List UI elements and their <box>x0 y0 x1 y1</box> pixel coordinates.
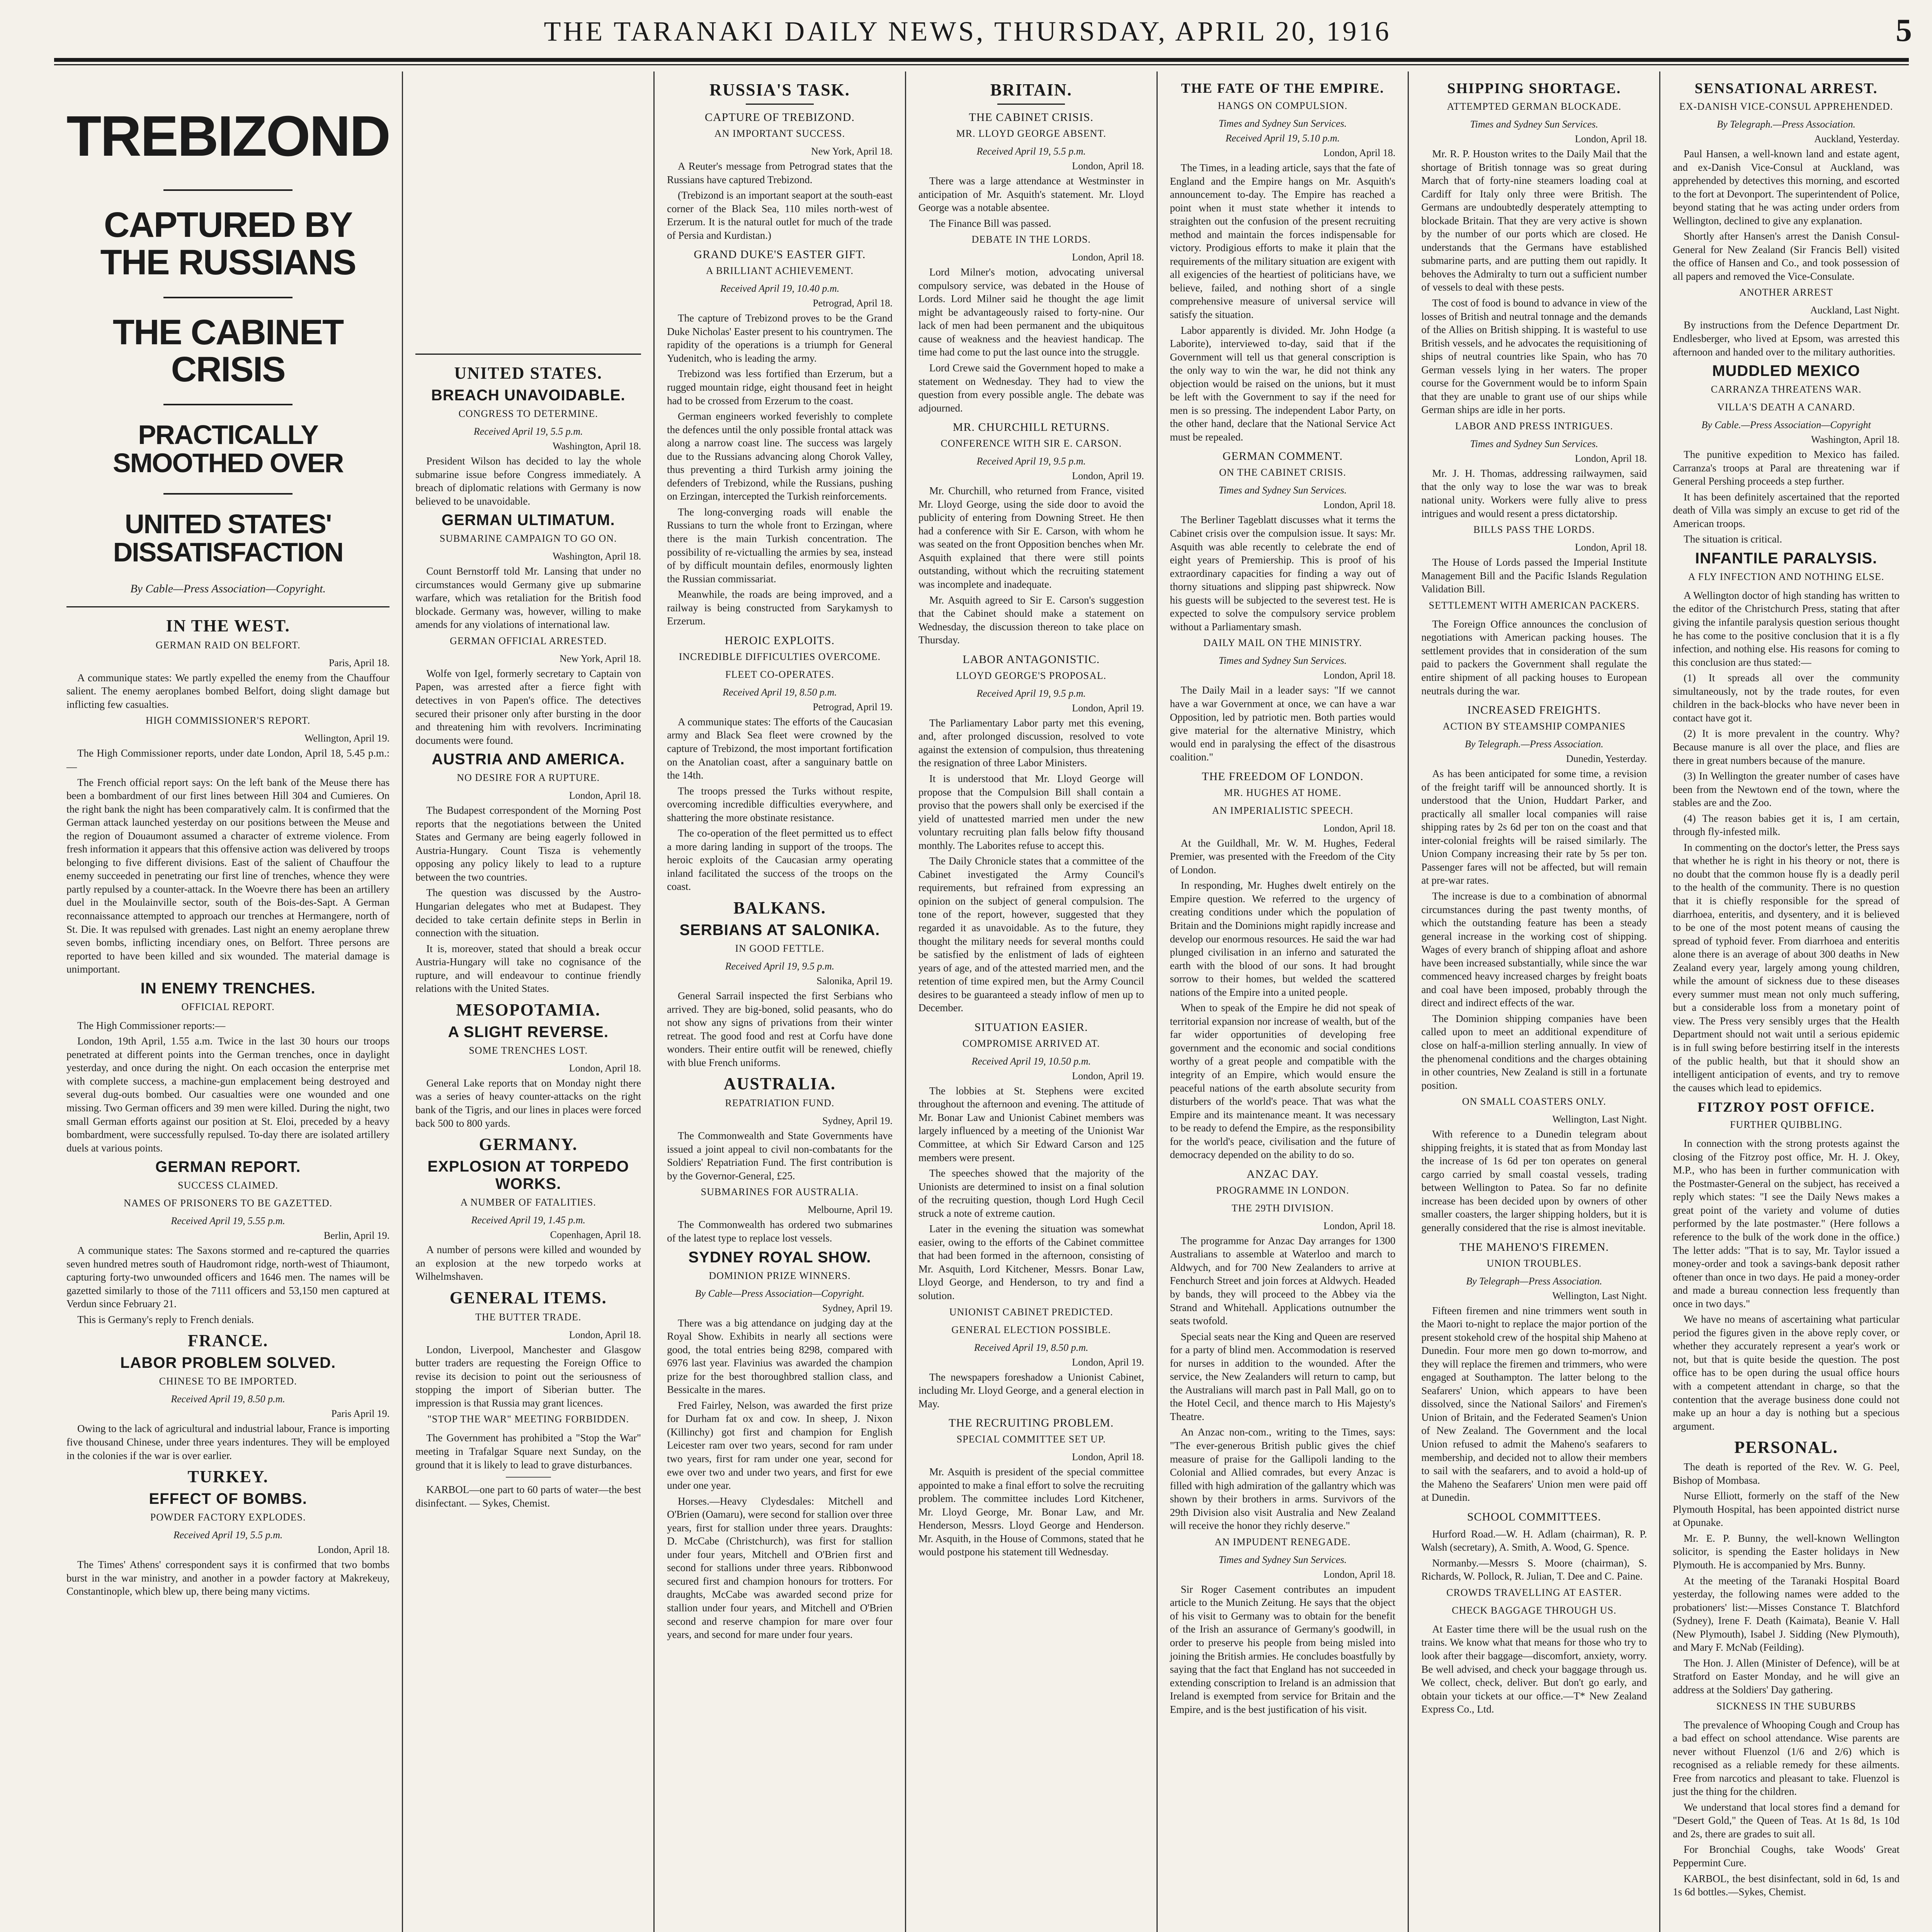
list-item: (3) In Wellington the greater number of cases have been from the Newtown end of the town, where the stables are and the Zoo. <box>1673 770 1900 809</box>
article-heading: GERMAN COMMENT. <box>1222 450 1343 463</box>
dateline: Auckland, Yesterday. <box>1814 133 1900 145</box>
section-heading: SENSATIONAL ARREST. <box>1694 80 1878 97</box>
article-paragraph: At the Guildhall, Mr. W. M. Hughes, Federal Premier, was presented with the Freedom of the City of London. <box>1170 837 1396 876</box>
article-heading: MESOPOTAMIA. <box>456 1000 601 1019</box>
article-paragraph: The Hon. J. Allen (Minister of Defence), will be at Stratford on Easter Monday, and he will give an address at the Soldiers' Day gathering. <box>1673 1657 1900 1696</box>
article-heading: THE RECRUITING PROBLEM. <box>949 1417 1114 1430</box>
article-paragraph: The death is reported of the Rev. W. G. Peel, Bishop of Mombasa. <box>1673 1461 1900 1486</box>
received-line: Times and Sydney Sun Services. <box>1218 485 1347 496</box>
masthead-rule <box>54 58 1909 62</box>
dateline: London, April 18. <box>317 1544 390 1556</box>
article-heading: INCREASED FREIGHTS. <box>1467 704 1601 717</box>
article-paragraph: The situation is critical. <box>1684 533 1782 545</box>
received-line: Received April 19, 9.5 p.m. <box>725 960 835 972</box>
dateline: London, April 18. <box>1323 822 1396 834</box>
article-paragraph: It has been definitely ascertained that the reported death of Villa was simply an excuse to get rid of the American troops. <box>1673 491 1900 529</box>
article-heading: HEROIC EXPLOITS. <box>724 634 835 647</box>
article-heading: FRANCE. <box>187 1331 269 1350</box>
received-line: By Telegraph—Press Association. <box>1466 1275 1602 1287</box>
dateline: Wellington, April 19. <box>304 733 390 744</box>
received-line: Received April 19, 10.40 p.m. <box>720 283 840 294</box>
received-line: By Telegraph.—Press Association. <box>1717 119 1855 130</box>
article-subhead: PROGRAMME IN LONDON. <box>1216 1184 1349 1196</box>
article-paragraph: At the meeting of the Taranaki Hospital Board yesterday, the following names were added to the probationers' list:—Misses Constance T. Blatchford (Sydney), Irene F. Death (Kaimata), Beanie V. Hall (New Plymouth), Isabel J. Sidding (New Plymouth), and Mary F. McNab (Feilding). <box>1673 1575 1900 1653</box>
dateline: London, April 18. <box>1072 252 1144 263</box>
section-heading: BRITAIN. <box>990 80 1072 99</box>
dateline: London, April 19. <box>1072 470 1144 482</box>
masthead-rule-thin <box>54 64 1909 65</box>
article-heading: LABOR ANTAGONISTIC. <box>963 653 1100 666</box>
article-subhead: A NUMBER OF FATALITIES. <box>460 1197 596 1208</box>
article-subhead: BILLS PASS THE LORDS. <box>1473 524 1595 536</box>
dateline: Petrograd, April 18. <box>813 298 893 309</box>
divider <box>163 189 293 191</box>
article-heading: BALKANS. <box>733 898 826 917</box>
article-subhead: MR. HUGHES AT HOME. <box>1224 787 1342 798</box>
newspaper-columns <box>54 71 1912 1932</box>
article-subhead: SPECIAL COMMITTEE SET UP. <box>956 1434 1106 1445</box>
section-heading: IN THE WEST. <box>166 616 290 635</box>
dateline: Berlin, April 19. <box>323 1230 390 1242</box>
received-line: Received April 19, 5.5 p.m. <box>976 146 1086 157</box>
advertisement: KARBOL, the best disinfectant, sold in 6d, 1s and 1s 6d bottles.—Sykes, Chemist. <box>1673 1872 1900 1898</box>
received-line: Received April 19, 5.5 p.m. <box>173 1529 283 1541</box>
article-subhead: NAMES OF PRISONERS TO BE GAZETTED. <box>124 1197 333 1209</box>
page-number: 5 <box>1896 12 1912 48</box>
article-subhead: THE BUTTER TRADE. <box>475 1311 582 1323</box>
article-heading: A SLIGHT REVERSE. <box>448 1023 609 1041</box>
article-subhead: LLOYD GEORGE'S PROPOSAL. <box>956 670 1107 681</box>
article-heading: THE FREEDOM OF LONDON. <box>1202 770 1364 783</box>
article-heading: UNIONIST CABINET PREDICTED. <box>949 1306 1113 1318</box>
column-3 <box>655 71 906 1932</box>
article-paragraph: The Commonwealth and State Governments have issued a joint appeal to civil non-combatants for the Soldiers' Repatriation Fund. The first contribution is by the Governor-General, £25. <box>667 1130 893 1182</box>
dateline: London, April 18. <box>1575 452 1647 464</box>
headline-captured: CAPTURED BY THE RUSSIANS <box>100 205 356 282</box>
received-line: Received April 19, 9.5 p.m. <box>976 687 1086 699</box>
article-paragraph: The Commonwealth has ordered two submarines of the latest type to replace lost vessels. <box>667 1219 893 1244</box>
dateline: Washington, April 18. <box>553 440 641 452</box>
article-paragraph: General Sarrail inspected the first Serbians who arrived. They are big-boned, solid peasants, who do not show any signs of privations from their winter retreat. The good food and rest at Corfu have done wonders. Their entire outfit will be renewed, chiefly with blue French uniforms. <box>667 990 893 1068</box>
article-subhead: DOMINION PRIZE WINNERS. <box>709 1270 851 1281</box>
article-paragraph: Mr. J. H. Thomas, addressing railwaymen, said that the only way to lose the war was to break national unity. Workers were fully alive to press intrigues and would resent a press dictatorship. <box>1421 467 1647 519</box>
article-subhead: ATTEMPTED GERMAN BLOCKADE. <box>1447 101 1621 112</box>
article-paragraph: London, 19th April, 1.55 a.m. Twice in the last 30 hours our troops penetrated at different points into the German trenches, once in daylight yesterday, and once during the night. On each occasion the enterprise met with complete success, a machine-gun emplacement being destroyed and several dug-outs bombed. Our casualties were one wounded and one missing. Two German officers and 39 men were killed. During the night, two small German efforts against our position at St. Eloi, preceded by a heavy bombardment, were successfully repulsed. To-day there are isolated artillery duels at various points. <box>66 1035 390 1154</box>
article-heading: SCHOOL COMMITTEES. <box>1467 1510 1601 1523</box>
article-heading: MR. CHURCHILL RETURNS. <box>952 421 1110 434</box>
advertisement: The prevalence of Whooping Cough and Croup has a bad effect on school attendance. Wise parents are never without Fluenzol (1/6 and 2/6) which is recognised as a reliable remedy for these ailments. Free from narcotics and pleasant to take. Fluenzol is just the thing for the children. <box>1673 1719 1900 1798</box>
article-subhead: DAILY MAIL ON THE MINISTRY. <box>1203 637 1362 649</box>
article-heading: SYDNEY ROYAL SHOW. <box>688 1248 871 1266</box>
dateline: London, April 18. <box>569 1062 641 1074</box>
article-subhead: AN IMPUDENT RENEGADE. <box>1214 1536 1351 1548</box>
article-paragraph: The Daily Mail in a leader says: "If we cannot have a war Government at once, we can have a war Opposition, led by patriotic men. Both parties would give material for the alternative Ministry, which would end in paralysing the effect of the disastrous coalition." <box>1170 684 1396 763</box>
dateline: London, April 18. <box>1323 670 1396 681</box>
article-paragraph: A communique states: The Saxons stormed and re-captured the quarries seven hundred metres south of Haudromont ridge, north-west of Thiaumont, capturing forty-two unwounded officers and 1646 men. The names will be gazetted similarly to those of the 7111 officers and 53,150 men captured at Verdun since February 21. <box>66 1245 390 1310</box>
received-line: Received April 19, 1.45 p.m. <box>471 1214 585 1226</box>
article-subhead: SUBMARINES FOR AUSTRALIA. <box>701 1186 859 1198</box>
divider <box>746 104 813 105</box>
masthead <box>0 0 1932 58</box>
divider <box>163 297 293 298</box>
advertisement: For Bronchial Coughs, take Woods' Great Peppermint Cure. <box>1673 1844 1900 1869</box>
article-paragraph: The programme for Anzac Day arranges for 1300 Australians to assemble at Waterloo and march to Aldwych, and for 700 New Zealanders to arrive at Fenchurch Street and join forces at Aldwych. Headed by bands, they will proceed to the Abbey via the Strand and Whitehall. Applications outnumber the seats twofold. <box>1170 1235 1396 1327</box>
article-paragraph: The punitive expedition to Mexico has failed. Carranza's troops at Paral are threatening war if General Pershing proceeds a step further. <box>1673 449 1900 487</box>
dateline: London, April 18. <box>1575 133 1647 145</box>
article-paragraph: The increase is due to a combination of abnormal circumstances during the past twenty months, of which the outstanding feature has been a steady general increase in the working cost of shipping. Wages of every branch of shipping afloat and ashore have been increased substantially, while since the war commenced heavy increased charges by freight boats and coal have been imposed, probably through the direct and indirect effects of the war. <box>1421 890 1647 1009</box>
article-paragraph: A number of persons were killed and wounded by an explosion at the new torpedo works at Wilhelmshaven. <box>415 1244 641 1282</box>
dateline: Washington, April 18. <box>1811 434 1900 446</box>
article-subhead: MR. LLOYD GEORGE ABSENT. <box>956 128 1106 139</box>
article-paragraph: London, Liverpool, Manchester and Glasgow butter traders are requesting the Foreign Office to revise its decision to point out the seriousness of stopping the import of Siberian butter. The impression is that Russia may grant licences. <box>415 1344 641 1409</box>
dateline: London, April 18. <box>1323 147 1396 158</box>
article-paragraph: Sir Roger Casement contributes an impudent article to the Munich Zeitung. He says that the object of his visit to Germany was to obtain for the benefit of the Irish an assurance of Germany's goodwill, in order to preserve his people from being misled into joining the British armies. He concludes boastfully by saying that the fact that England has not succeeded in extending conscription to Ireland is an admission that Ireland is exempted from service for Britain and the Empire, and is the best justification of his visit. <box>1170 1583 1396 1715</box>
dateline: Paris, April 18. <box>328 657 390 668</box>
received-line: Received April 19, 10.50 p.m. <box>971 1055 1091 1067</box>
article-paragraph: As has been anticipated for some time, a revision of the freight tariff will be announced shortly. It is understood that the Union, Huddart Parker, and practically all smaller local companies will raise shipping rates by 2s 6d per ton on the coast and that inter-colonial freights will be raised similarly. The Union Company increasing their rate by 5s per ton. Passenger fares will not be affected, but will remain at pre-war rates. <box>1421 768 1647 886</box>
dateline: Wellington, Last Night. <box>1552 1114 1647 1125</box>
article-paragraph: The speeches showed that the majority of the Unionists are determined to insist on a final solution of the recruiting question, though Lord Hugh Cecil struck a note of extreme caution. <box>918 1167 1144 1219</box>
article-paragraph: Normanby.—Messrs S. Moore (chairman), S. Richards, W. Pollock, R. Julian, T. Dee and C. Paine. <box>1421 1557 1647 1582</box>
article-paragraph: Shortly after Hansen's arrest the Danish Consul-General for New Zealand (Sir Francis Bell) visited the office of Hansen and Co., and took possession of all papers and removed the Vice-Consulate. <box>1673 230 1900 282</box>
advertisement: At Easter time there will be the usual rush on the trains. We know what that means for those who try to look after their baggage—discomfort, anxiety, worry. Be well advised, and check your baggage through us. We collect, check, deliver. But don't go early, and obtain your tickets at our office.—T* New Zealand Express Co., Ltd. <box>1421 1623 1647 1715</box>
article-paragraph: Lord Crewe said the Government hoped to make a statement on Wednesday. They had to view the question from every possible angle. The debate was adjourned. <box>918 362 1144 414</box>
dateline: New York, April 18. <box>811 146 893 157</box>
article-subhead: ON SMALL COASTERS ONLY. <box>1462 1096 1606 1107</box>
article-heading: INFANTILE PARALYSIS. <box>1695 549 1878 567</box>
article-paragraph: Fred Fairley, Nelson, was awarded the first prize for Durham fat ox and cow. In sheep, J. Nixon (Killinchy) got first and champion for English Leicester ram over two years, second for ram under two years, first for ram under one year, second for ewe over two and under two years, and first for ewe under one year. <box>667 1399 893 1492</box>
dateline: Salonika, April 19. <box>816 975 893 986</box>
article-heading: GERMAN ULTIMATUM. <box>441 512 615 529</box>
dateline: Wellington, Last Night. <box>1552 1290 1647 1301</box>
article-paragraph: Mr. Asquith agreed to Sir E. Carson's suggestion that the Cabinet should make a statement on Wednesday, the discussion thereon to take place on Thursday. <box>918 594 1144 646</box>
article-subhead: VILLA'S DEATH A CANARD. <box>1717 401 1855 413</box>
received-line: Times and Sydney Sun Services. <box>1218 118 1347 129</box>
article-paragraph: Labor apparently is divided. Mr. John Hodge (a Laborite), interviewed to-day, said that if the Government will tell us that general conscription is the only way to win the war, he did not think any objection would be raised on the unions, but it must be left with the Government to say if the need for men is so pressing. The independent Labor Party, on the other hand, declare that the National Service Act must be repealed. <box>1170 324 1396 443</box>
list-item: (4) The reason babies get it is, I am certain, through fly-infested milk. <box>1673 812 1900 838</box>
divider <box>163 404 293 405</box>
dateline: London, April 19. <box>1072 1356 1144 1368</box>
list-item: (2) It is more prevalent in the country. Why? Because manure is all over the place, and flies are there in great numbers because of the manure. <box>1673 728 1900 766</box>
article-subhead: UNION TROUBLES. <box>1486 1257 1582 1269</box>
article-paragraph: The newspapers foreshadow a Unionist Cabinet, including Mr. Lloyd George, and a general election in May. <box>918 1371 1144 1410</box>
received-line: Received April 19, 5.55 p.m. <box>171 1215 285 1227</box>
article-paragraph: The Budapest correspondent of the Morning Post reports that the negotiations between the United States and Germany are being eagerly followed in Austria-Hungary. Count Tisza is vehemently opposing any policy likely to lead to a rupture between the two countries. <box>415 804 641 883</box>
article-paragraph: Mr. Asquith is president of the special committee appointed to make a final effort to solve the recruiting problem. The committee includes Lord Kitchener, Mr. Lloyd George, Mr. Bonar Law, and Mr. Henderson, Messrs. Lloyd George and Henderson. Mr. Asquith, in the House of Commons, stated that he would postpone his statement till Wednesday. <box>918 1466 1144 1558</box>
article-heading: AUSTRIA AND AMERICA. <box>432 751 625 768</box>
article-subhead: HIGH COMMISSIONER'S REPORT. <box>146 715 311 726</box>
advertisement: KARBOL—one part to 60 parts of water—the best disinfectant. — Sykes, Chemist. <box>415 1484 641 1509</box>
section-heading: THE FATE OF THE EMPIRE. <box>1181 80 1384 96</box>
article-paragraph: Nurse Elliott, formerly on the staff of the New Plymouth Hospital, has been appointed district nurse at Opunake. <box>1673 1490 1900 1529</box>
article-paragraph: The High Commissioner reports, under date London, April 18, 5.45 p.m.:— <box>66 747 390 772</box>
article-heading: GRAND DUKE'S EASTER GIFT. <box>694 248 866 261</box>
article-subhead: THE 29TH DIVISION. <box>1231 1202 1334 1214</box>
article-subhead: CHECK BAGGAGE THROUGH US. <box>1452 1604 1617 1616</box>
column-4 <box>906 71 1158 1932</box>
article-subhead: GERMAN OFFICIAL ARRESTED. <box>450 635 607 646</box>
dateline: Paris April 19. <box>331 1408 390 1420</box>
column-6 <box>1409 71 1660 1932</box>
received-line: Received April 19, 9.5 p.m. <box>976 456 1086 467</box>
article-paragraph: President Wilson has decided to lay the whole submarine issue before Congress immediately. A breach of diplomatic relations with Germany is now believed to be unavoidable. <box>415 455 641 507</box>
article-subhead: ANOTHER ARREST <box>1739 287 1833 298</box>
dateline: London, April 18. <box>1575 542 1647 553</box>
article-paragraph: Wolfe von Igel, formerly secretary to Captain von Papen, was arrested after a fierce fight with detectives in von Papen's office. The detectives secured their prisoner only after bursting in the door and threatening him with revolvers. Incriminating documents were found. <box>415 667 641 746</box>
dateline: London, April 18. <box>569 790 641 801</box>
article-paragraph: It is, moreover, stated that should a break occur Austria-Hungary will take no cognisance of the rupture, and will endeavour to continue friendly relations with the United States. <box>415 942 641 995</box>
article-heading: BREACH UNAVOIDABLE. <box>431 387 626 404</box>
article-subhead: SOME TRENCHES LOST. <box>469 1044 588 1056</box>
dateline: London, April 18. <box>1323 1220 1396 1231</box>
article-heading: LABOR PROBLEM SOLVED. <box>120 1354 336 1372</box>
received-line: Times and Sydney Sun Services. <box>1470 438 1599 449</box>
headline-us-dissatisfaction: UNITED STATES' DISSATISFACTION <box>113 509 343 568</box>
article-paragraph: The French official report says: On the left bank of the Meuse there has been a bombardment of our first lines between Hill 304 and Cumieres. On the right bank the night has been comparatively calm. It is confirmed that the German attack launched yesterday on our positions between the Meuse and the region of Douaumont assumed a character of extreme violence. From fresh information it appears that this offensive action was delivered by troops belonging to five different divisions. East of the salient of Chauffour the enemy succeeded in penetrating our first line of trenches, whence they were partly repulsed by a counter-attack. In the Woevre there has been an artillery duel in the Moulainville sector, south of the Bois-des-Sapt. A German reconnaissance attempted to approach our trenches at Hermangere, north of St. Die. It was repulsed with grenades. Last night an enemy aeroplane threw seven bombs, inflicting incendiary ones, on Belfort. Three persons are reported to have been killed and six wounded. The material damage is unimportant. <box>66 776 390 975</box>
article-paragraph: Fifteen firemen and nine trimmers went south in the Maori to-night to replace the major portion of the present stokehold crew of the hospital ship Maheno at Dunedin. Four more men go down to-morrow, and they will replace the firemen and trimmers, who were engaged at Southampton. The latter belong to the Seafarers' Union, which appears to have been dissolved, since the National Sailors' and Firemen's Union of Britain, and the Federated Seamen's Union of New Zealand. The Government and the local Union refused to admit the Maheno's seafarers to membership, and decided not to allow their members to sail with the seafarers, and to avoid a hold-up of the Maheno the Seafarers' Union men were paid off at Dunedin. <box>1421 1304 1647 1503</box>
article-heading: CAPTURE OF TREBIZOND. <box>704 111 855 124</box>
article-paragraph: The capture of Trebizond proves to be the Grand Duke Nicholas' Easter present to his countrymen. The rapidity of the operations is a triumph for General Yudenitch, who is leading the army. <box>667 312 893 364</box>
article-rule <box>66 606 389 607</box>
received-line: Times and Sydney Sun Services. <box>1470 119 1599 130</box>
article-subhead: INCREDIBLE DIFFICULTIES OVERCOME. <box>679 651 881 662</box>
dateline: London, April 18. <box>1323 1568 1396 1580</box>
article-paragraph: In responding, Mr. Hughes dwelt entirely on the Empire question. We referred to the urgency of creating conditions under which the population of Britain and the Dominions might rapidly increase and develop our enormous resources. He said the war had plunged civilisation in an inferno and saturated the earth with the blood of our sons. It had brought sorrow to their homes, but welded the scattered nations of the Empire into a united people. <box>1170 879 1396 998</box>
article-subhead: CHINESE TO BE IMPORTED. <box>159 1376 297 1387</box>
article-subhead: CONGRESS TO DETERMINE. <box>458 408 598 419</box>
article-paragraph: (Trebizond is an important seaport at the south-east corner of the Black Sea, 110 miles north-west of Erzerum. It is the natural outlet for much of the trade of Persia and Kurdistan.) <box>667 189 893 241</box>
article-paragraph: The Dominion shipping companies have been called upon to meet an additional expenditure of close on half-a-million sterling annually. In view of the phenomenal conditions and the charges obtaining in other countries, New Zealand is still in a fortunate position. <box>1421 1012 1647 1091</box>
article-paragraph: The cost of food is bound to advance in view of the losses of British and neutral tonnage and the demands of the Allies on British shipping. It is wasteful to use British vessels, and he advocates the requisitioning of ships of neutral countries like Spain, who has 70 German vessels lying in her waters. The proper course for the Government would be to inform Spain that they are unable to grant use of our ships while German ships are idle in her ports. <box>1421 297 1647 416</box>
list-item: (1) It spreads all over the community simultaneously, not by the trade routes, for even children in the back-blocks who have never been in contact have got it. <box>1673 672 1900 724</box>
section-heading: RUSSIA'S TASK. <box>709 80 850 99</box>
article-paragraph: The Berliner Tageblatt discusses what it terms the Cabinet crisis over the compulsion issue. It says: Mr. Asquith was able recently to celebrate the end of eight years of Premiership. This is proof of his extraordinary capacities for finding a way out of thorny situations and slipping past shipwreck. Now his guests will be subjected to the severest test. He is expected to solve the compulsory service problem without a Parliamentary smash. <box>1170 514 1396 633</box>
article-subhead: SUCCESS CLAIMED. <box>178 1180 279 1191</box>
article-subhead: IN GOOD FETTLE. <box>735 942 825 954</box>
column-1 <box>54 71 403 1932</box>
article-paragraph: Owing to the lack of agricultural and industrial labour, France is importing five thousand Chinese, under three years indentures. They will be employed in the colonies if the war is over earlier. <box>66 1423 390 1461</box>
divider <box>506 1477 551 1478</box>
article-paragraph: Meanwhile, the roads are being improved, and a railway is being constructed from Sarykamysh to Erzerum. <box>667 588 893 627</box>
article-paragraph: The Government has prohibited a "Stop the War" meeting in Trafalgar Square next Sunday, on the ground that it is likely to lead to grave disturbances. <box>415 1432 641 1471</box>
article-subhead: FURTHER QUIBBLING. <box>1730 1119 1843 1131</box>
article-paragraph: A Reuter's message from Petrograd states that the Russians have captured Trebizond. <box>667 160 893 185</box>
article-paragraph: The Parliamentary Labor party met this evening, and, after prolonged discussion, resolved to vote against the extension of compulsion, thus threatening the resignation of three Labor Ministers. <box>918 717 1144 769</box>
headline-trebizond: TREBIZOND <box>66 104 390 168</box>
article-paragraph: This is Germany's reply to French denials. <box>77 1313 254 1325</box>
article-paragraph: The House of Lords passed the Imperial Institute Management Bill and the Pacific Islands Regulation Validation Bill. <box>1421 556 1647 595</box>
section-heading: UNITED STATES. <box>454 364 602 383</box>
headline-smoothed-over: PRACTICALLY SMOOTHED OVER <box>113 419 344 478</box>
column-2 <box>403 71 655 1932</box>
article-heading: GENERAL ITEMS. <box>449 1288 607 1307</box>
article-subhead: EX-DANISH VICE-CONSUL APPREHENDED. <box>1679 101 1893 112</box>
article-heading: THE MAHENO'S FIREMEN. <box>1459 1240 1609 1253</box>
dateline: Sydney, April 19. <box>822 1115 893 1127</box>
dateline: London, April 18. <box>569 1329 641 1340</box>
article-paragraph: In connection with the strong protests against the closing of the Fitzroy post office, Mr. H. J. Okey, M.P., who has been in further communication with the Postmaster-General on the subject, has received a reply which states: "I see the Daily News makes a great point of the variety and volume of duties performed by the late postmaster." (Here follows a reference to the bulk of the work done in the office.) The letter adds: "That is to say, Mr. Taylor issued a money-order and took a savings-bank deposit rather oftener than once in two days. He paid a money-order and made a bureau connection less frequently than once in two days." <box>1673 1138 1900 1310</box>
article-paragraph: A communique states: We partly expelled the enemy from the Chauffour salient. The enemy aeroplanes bombed Belfort, doing slight damage but inflicting few casualties. <box>66 672 390 710</box>
divider <box>997 104 1065 105</box>
article-subhead: A BRILLIANT ACHIEVEMENT. <box>706 265 854 277</box>
received-line: Times and Sydney Sun Services. <box>1218 1554 1347 1565</box>
article-heading: GERMANY. <box>479 1135 578 1154</box>
article-paragraph: The question was discussed by the Austro-Hungarian delegates who met at Budapest. They decided to take certain definite steps in Berlin in connection with the situation. <box>415 887 641 939</box>
article-subhead: A FLY INFECTION AND NOTHING ELSE. <box>1688 571 1884 582</box>
article-subhead: ON THE CABINET CRISIS. <box>1219 467 1346 478</box>
article-heading: EFFECT OF BOMBS. <box>149 1490 307 1508</box>
article-heading: EXPLOSION AT TORPEDO WORKS. <box>427 1158 629 1193</box>
article-subhead: HANGS ON COMPULSION. <box>1218 100 1348 111</box>
article-paragraph: Count Bernstorff told Mr. Lansing that under no circumstances would Germany give up submarine warfare, which was retaliation for the British food blockade. Germany was, however, willing to make amends for any violations of international law. <box>415 565 641 631</box>
article-paragraph: With reference to a Dunedin telegram about shipping freights, it is stated that as from Monday last the increase of 1s 6d per ton operates on general cargo carried by small coastal vessels, trading between Wellington to Patea. So far no definite increase has been decided upon by owners of other smaller coasters, the larger shipping holders, but it is generally considered that the rise is almost inevitable. <box>1421 1128 1647 1233</box>
article-subhead: CONFERENCE WITH SIR E. CARSON. <box>940 438 1122 449</box>
article-subhead: ACTION BY STEAMSHIP COMPANIES <box>1442 721 1626 732</box>
column-7 <box>1660 71 1912 1932</box>
article-subhead: SETTLEMENT WITH AMERICAN PACKERS. <box>1429 599 1639 611</box>
article-subhead: "STOP THE WAR" MEETING FORBIDDEN. <box>427 1413 629 1425</box>
dateline: Copenhagen, April 18. <box>550 1229 641 1241</box>
article-heading: SERBIANS AT SALONIKA. <box>679 921 880 939</box>
article-paragraph: A communique states: The efforts of the Caucasian army and Black Sea fleet were crowned by the capture of Trebizond, the most important fortification on the Anatolian coast, after a sanguinary battle on the 14th. <box>667 716 893 781</box>
article-paragraph: German engineers worked feverishly to complete the defences until the only possible frontal attack was along a narrow coast line. The success was largely due to the Russians advancing along Chorok Valley, thus preventing a third Turkish army joining the defenders of Trebizond, while the Russians, pushing on Erzingan, intercepted the Turkish reinforcements. <box>667 410 893 502</box>
received-line: By Cable.—Press Association—Copyright <box>1701 419 1871 431</box>
article-heading: SICKNESS IN THE SUBURBS <box>1716 1700 1856 1712</box>
article-paragraph: The co-operation of the fleet permitted us to effect a more daring landing in support of the troops. The heroic exploits of the Caucasian army operating inland facilitated the success of the troops on the coast. <box>667 827 893 893</box>
article-paragraph: The Daily Chronicle states that a committee of the Cabinet investigated the Army Council's requirements, but refrained from expressing an opinion on the subject of general compulsion. The tone of the report, however, suggested that they regarded it as unavoidable. As to the future, they thought the military needs for several months could be satisfied by the enlistment of lads of eighteen years of age, and of the attested married men, and the retention of time expired men, but the Army Council desires to be guaranteed a steady inflow of men up to December. <box>918 855 1144 1014</box>
article-paragraph: Later in the evening the situation was somewhat easier, owing to the efforts of the Cabinet committee that had been formed in the afternoon, consisting of Mr. Asquith, Lord Kitchener, Messrs. Bonar Law, Lloyd George, and Henderson, to try and find a solution. <box>918 1223 1144 1301</box>
dateline: Auckland, Last Night. <box>1810 304 1900 316</box>
article-heading: AUSTRALIA. <box>723 1074 836 1094</box>
article-subhead: CARRANZA THREATENS WAR. <box>1711 384 1862 395</box>
article-paragraph: The lobbies at St. Stephens were excited throughout the afternoon and evening. The attitude of Mr. Bonar Law and Unionist Cabinet members was largely influenced by a meeting of the Unionist War Committee, at which Sir Edward Carson and 125 members were present. <box>918 1085 1144 1163</box>
article-paragraph: Hurford Road.—W. H. Adlam (chairman), R. P. Walsh (secretary), A. Smith, A. Wood, G. Spence. <box>1421 1528 1647 1553</box>
article-subhead: NO DESIRE FOR A RUPTURE. <box>457 772 600 784</box>
dateline: Dunedin, Yesterday. <box>1566 753 1647 765</box>
article-paragraph: In commenting on the doctor's letter, the Press says that whether he is right in his theory or not, there is no doubt that the common house fly is a deadly peril to the health of the community. There is no question that it is chiefly responsible for the spread of diarrhoea, enteritis, and dysentery, and it is believed to be one of the most potent means of causing the spread of typhoid fever. From diarrhoea and enteritis alone there is an average of about 300 deaths in New Zealand every year, largely among young children, while the amount of sickness due to these diseases every summer must mean not only much suffering, but a considerable loss from a monetary point of view. The Press very sensibly urges that the Health Department should not wait until a serious epidemic is in full swing before bestirring itself in the interests of the public health, but that it should show an intelligent anticipation of events, and try to remove the causes which lead to epidemics. <box>1673 841 1900 1094</box>
article-paragraph: The Foreign Office announces the conclusion of negotiations with American packing houses. The settlement provides that in consideration of the sum paid to packers the Government shall regulate the entire shipment of all packing houses to European neutrals during the war. <box>1421 618 1647 697</box>
received-line: By Telegraph.—Press Association. <box>1464 738 1604 750</box>
article-paragraph: Mr. R. P. Houston writes to the Daily Mail that the shortage of British tonnage was so great during March that of forty-nine steamers loading coal at Cardiff for Italy only three were British. The Germans are undoubtedly desperately attempting to blockade Britain. That they are very active is shown by the number of our ports which are closed. He understands that the Germans have established submarine parts, and are putting them out rapidly. It behoves the Admiralty to turn out a sufficient number of vessels to deal with these pests. <box>1421 148 1647 293</box>
article-paragraph: There was a large attendance at Westminster in anticipation of Mr. Asquith's statement. Mr. Lloyd George was a notable absentee. <box>918 175 1144 214</box>
headline-cabinet-crisis: THE CABINET CRISIS <box>112 312 344 389</box>
article-heading: PERSONAL. <box>1734 1438 1838 1457</box>
article-paragraph: By instructions from the Defence Department Dr. Endlesberger, who lived at Epsom, was arrested this afternoon and handed over to the military authorities. <box>1673 319 1900 358</box>
advertisement: We understand that local stores find a demand for "Desert Gold," the Queen of Teas. At 1s 8d, 1s 10d and 2s, there are grades to suit all. <box>1673 1801 1900 1840</box>
article-heading: ANZAC DAY. <box>1247 1167 1319 1180</box>
article-subhead: FLEET CO-OPERATES. <box>725 668 834 680</box>
dateline: London, April 19. <box>1072 1070 1144 1082</box>
dateline: London, April 18. <box>1323 499 1396 511</box>
article-subhead: GERMAN RAID ON BELFORT. <box>155 639 301 651</box>
article-rule <box>415 354 641 355</box>
article-subhead: GENERAL ELECTION POSSIBLE. <box>951 1324 1111 1335</box>
article-paragraph: The Times, in a leading article, says that the fate of England and the Empire hangs on Mr. Asquith's announcement to-day. The Empire has reached a point when it must state whether it intends to straighten out the confusion of the present recruiting method and maintain the forces indispensable for victory. Prodigious efforts to make it plain that the requirements of the military situation are exigent with all exigencies of the heartiest of politicians have, we believe, failed, and nothing short of a single comprehensive measure of universal service will satisfy the situation. <box>1170 162 1396 321</box>
article-subhead: COMPROMISE ARRIVED AT. <box>962 1037 1100 1049</box>
article-heading: SITUATION EASIER. <box>974 1020 1088 1034</box>
received-line: Received April 19, 8.50 p.m. <box>723 686 837 698</box>
article-subhead: CROWDS TRAVELLING AT EASTER. <box>1446 1587 1622 1598</box>
article-paragraph: The troops pressed the Turks without respite, overcoming incredible difficulties everywhere, and shattering the more obstinate resistance. <box>667 785 893 823</box>
article-paragraph: When to speak of the Empire he did not speak of territorial expansion nor increase of wealth, but of the far wider opportunities of developing free government and the economic and social conditions worthy of a great people and compatible with the integrity of an Empire, which would ensure the peaceful nations of the earth absolute security from disturbers of the world's peace. That was what the Empire and its maintenance meant. It was necessary to be ready to defend the Empire, as the responsibility for the world's peace, civilisation and the future of democracy depended on the ability to do so. <box>1170 1002 1396 1161</box>
dateline: Melbourne, April 19. <box>808 1204 893 1216</box>
article-heading: FITZROY POST OFFICE. <box>1697 1099 1875 1115</box>
article-heading: THE CABINET CRISIS. <box>969 111 1094 124</box>
article-paragraph: Lord Milner's motion, advocating universal compulsory service, was debated in the House of Lords. Lord Milner said he thought the age limit might be advantageously raised to forty-nine. Our lack of men had been permanent and the ubiquitous cause of weakness and the heaviest handicap. The time had come to put the last ounce into the struggle. <box>918 266 1144 358</box>
article-subhead: AN IMPORTANT SUCCESS. <box>714 128 845 139</box>
article-subhead: OFFICIAL REPORT. <box>181 1001 275 1012</box>
article-paragraph: Trebizond was less fortified than Erzerum, but a rugged mountain ridge, eight thousand feet in height had to be crossed from Erzerum to the coast. <box>667 368 893 406</box>
article-heading: MUDDLED MEXICO <box>1712 362 1861 380</box>
article-paragraph: The Times' Athens' correspondent says it is confirmed that two bombs burst in the war ministry, and another in a powder factory at Makrekeuy, Constantinople, which blew up, there being many victims. <box>66 1559 390 1597</box>
byline: By Cable—Press Association—Copyright. <box>130 582 326 595</box>
column-5 <box>1158 71 1409 1932</box>
article-heading: TURKEY. <box>187 1467 269 1486</box>
article-heading: GERMAN REPORT. <box>155 1158 301 1176</box>
dateline: New York, April 18. <box>560 653 641 664</box>
dateline: London, April 18. <box>1072 1451 1144 1463</box>
masthead-title: THE TARANAKI DAILY NEWS, THURSDAY, APRIL 20, 1916 <box>544 16 1391 47</box>
divider <box>163 493 293 495</box>
article-paragraph: The long-converging roads will enable the Russians to turn the whole front to Erzingan, where there is the main Turkish concentration. The possibility of re-victualling the armies by sea, instead of by difficult mountain defiles, enormously lighten the Russian commissariat. <box>667 506 893 585</box>
article-heading: IN ENEMY TRENCHES. <box>140 980 316 997</box>
article-paragraph: An Anzac non-com., writing to the Times, says: "The ever-generous British public gives the chief measure of praise for the Gallipoli landing to the Colonial and Allied comrades, but every Anzac is filled with high admiration of the gallantry which was shown by their brothers in arms. Survivors of the 29th Division also visit Australia and New Zealand will receive the honor they richly deserve." <box>1170 1426 1396 1532</box>
received-line: Received April 19, 5.5 p.m. <box>473 426 583 437</box>
article-paragraph: There was a big attendance on judging day at the Royal Show. Exhibits in nearly all sections were good, the total entries being 8298, compared with 6976 last year. Flavinius was awarded the champion prize for the best thoroughbred stallion class, and Bessicalte in the mares. <box>667 1317 893 1396</box>
article-subhead: SUBMARINE CAMPAIGN TO GO ON. <box>439 533 617 544</box>
dateline: London, April 18. <box>1072 160 1144 172</box>
received-line: Received April 19, 5.10 p.m. <box>1225 133 1340 144</box>
article-subhead: POWDER FACTORY EXPLODES. <box>150 1512 306 1523</box>
article-paragraph: The Finance Bill was passed. <box>929 217 1051 229</box>
article-paragraph: A Wellington doctor of high standing has written to the editor of the Christchurch Press, stating that after giving the infantile paralysis question serious thought he has come to the positive conclusion that it is a fly infection, and nothing else. His reasons for coming to this conclusion are thus stated:— <box>1673 589 1900 668</box>
dateline: Petrograd, April 19. <box>813 701 893 713</box>
dateline: London, April 19. <box>1072 702 1144 714</box>
article-paragraph: Special seats near the King and Queen are reserved for a party of blind men. Accommodation is reserved for nurses in addition to the wounded. After the service, the New Zealanders will return to camp, but the Australians will march past in Pall Mall, go on to the Hotel Cecil, and thence march to His Majesty's Theatre. <box>1170 1330 1396 1422</box>
article-paragraph: Horses.—Heavy Clydesdales: Mitchell and O'Brien (Oamaru), were second for stallion over three years, first for stallion under three years. Draughts: D. McCabe (Christchurch), was first for stallion under four years, Mitchell and O'Brien first and second for stallions under three years. Ribbonwood secured first and champion honours for trotters. For draughts, McCabe was awarded second prize for stallion under four years, and Mitchell and O'Brien second and reserve champion for mare over four years, and second for mare under four years. <box>667 1495 893 1641</box>
section-heading: SHIPPING SHORTAGE. <box>1447 80 1621 97</box>
article-subhead: LABOR AND PRESS INTRIGUES. <box>1455 420 1613 432</box>
article-paragraph: The High Commissioner reports:— <box>77 1019 226 1031</box>
received-line: Received April 19, 8.50 p.m. <box>974 1342 1088 1353</box>
article-paragraph: We have no means of ascertaining what particular period the figures given in the above reply cover, or whether they accurately represent a year's work or not, but that is quite beside the question. The post office has to be open during the usual office hours with a competent attendant in charge, so that the contention that the average business done could not make up an hour a day is nothing but a specious argument. <box>1673 1313 1900 1432</box>
article-paragraph: It is understood that Mr. Lloyd George will propose that the Compulsion Bill shall contain a proviso that the powers shall only be exercised if the yield of unattested married men under the new voluntary recruiting plan falls below fifty thousand monthly. The Laborites refuse to accept this. <box>918 772 1144 851</box>
article-paragraph: Mr. Churchill, who returned from France, visited Mr. Lloyd George, using the side door to avoid the publicity of entering from Downing Street. He then had a conference with Sir E. Carson, with whom he was seated on the front Opposition benches when Mr. Asquith explained that there were still points outstanding, without which the recruiting statement was incomplete and inadequate. <box>918 485 1144 590</box>
dateline: Washington, April 18. <box>553 551 641 562</box>
article-paragraph: Mr. E. P. Bunny, the well-known Wellington solicitor, is spending the Easter holidays in New Plymouth. He is accompanied by Mrs. Bunny. <box>1673 1532 1900 1571</box>
article-subhead: DEBATE IN THE LORDS. <box>971 234 1091 245</box>
article-paragraph: Paul Hansen, a well-known land and estate agent, and ex-Danish Vice-Consul at Auckland, was apprehended by detectives this morning, and escorted to the fort at Devonport. The superintendent of Police, beyond stating that he was acting under orders from Wellington, declined to give any explanation. <box>1673 148 1900 226</box>
article-subhead: REPATRIATION FUND. <box>725 1097 835 1109</box>
dateline: Sydney, April 19. <box>822 1302 893 1314</box>
received-line: Times and Sydney Sun Services. <box>1218 655 1347 667</box>
article-paragraph: General Lake reports that on Monday night there was a series of heavy counter-attacks on the right bank of the Tigris, and our lines in places were forced back 500 to 800 yards. <box>415 1077 641 1129</box>
received-line: By Cable—Press Association—Copyright. <box>695 1287 865 1299</box>
article-subhead: AN IMPERIALISTIC SPEECH. <box>1212 804 1354 816</box>
received-line: Received April 19, 8.50 p.m. <box>171 1393 285 1405</box>
